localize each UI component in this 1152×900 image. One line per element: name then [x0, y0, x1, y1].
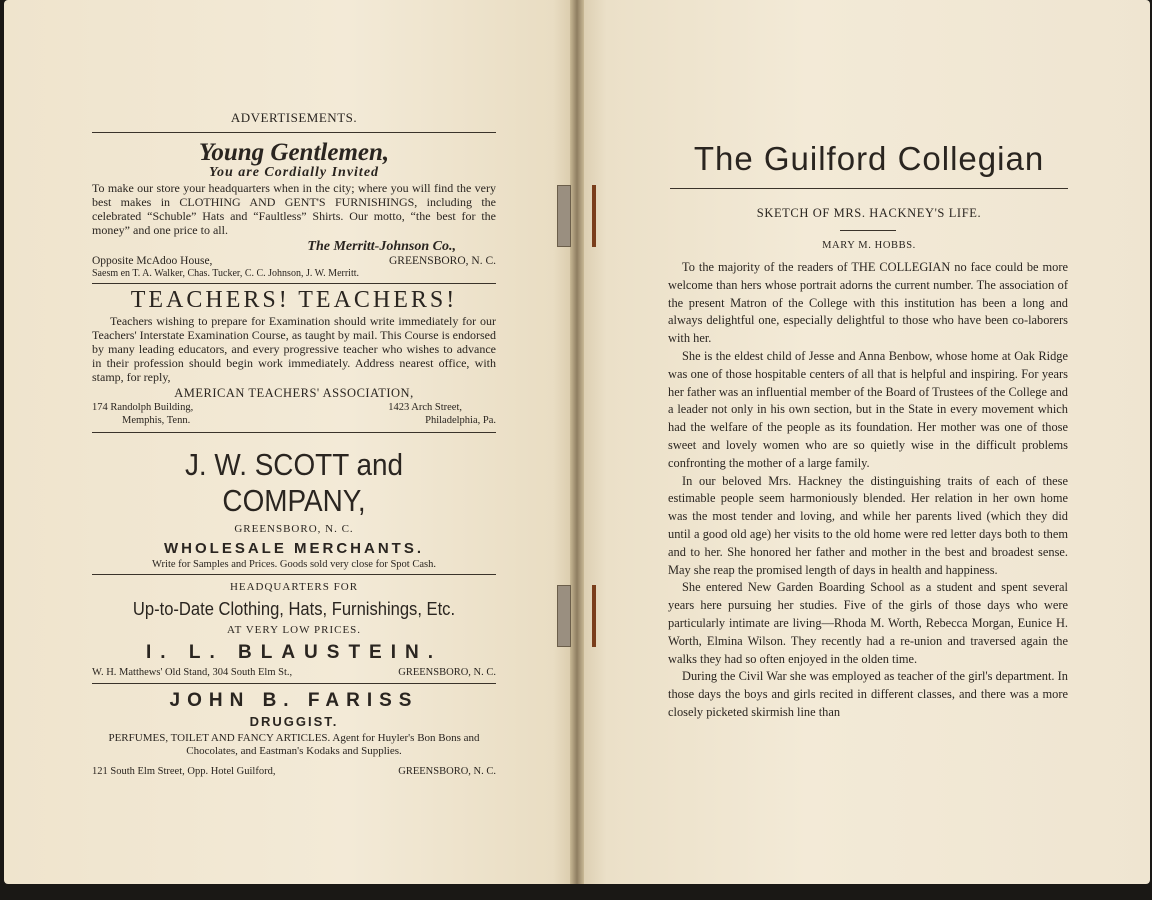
article-author: MARY M. HOBBS. [822, 240, 916, 251]
divider [92, 283, 496, 284]
ad-title: TEACHERS! TEACHERS! [130, 287, 458, 313]
rust-stain [592, 585, 596, 647]
divider [92, 574, 496, 575]
address-left: Memphis, Tenn. [122, 415, 191, 426]
article-body [668, 259, 1068, 722]
article-title: SKETCH OF MRS. HACKNEY'S LIFE. [756, 206, 982, 220]
book-gutter [570, 0, 584, 884]
paragraph: During the Civil War she was employed as teacher of the girl's department. In those days the boys and girls recited in different classes, and there was a more closely picketed skirmish line than [668, 669, 1068, 719]
ad-name: JOHN B. FARISS [169, 690, 419, 711]
masthead: The Guilford Collegian [693, 140, 1045, 177]
address-left: Opposite McAdoo House, [92, 255, 213, 267]
ad-prices: AT VERY LOW PRICES. [226, 624, 362, 636]
rust-stain [592, 185, 596, 247]
title-divider [840, 230, 896, 231]
ad-teachers [92, 287, 496, 427]
ad-body: Teachers wishing to prepare for Examination should write immediately for our Teachers' Interstate Examination Course, as taught by mail. This Course is endorsed by many leading educators, and every progressive teacher who wishes to advance in their profession should begin work immediately. Address nearest office, with stamp, for reply, [92, 314, 496, 384]
staple-icon [557, 585, 571, 647]
address-left: 174 Randolph Building, [92, 402, 194, 413]
ad-name: I. L. BLAUSTEIN. [146, 642, 442, 663]
ad-note: Write for Samples and Prices. Goods sold very close for Spot Cash. [152, 559, 436, 570]
address-right: GREENSBORO, N. C. [398, 766, 496, 777]
address-right: Philadelphia, Pa. [425, 415, 496, 426]
ad-address [92, 765, 496, 778]
ad-headline: HEADQUARTERS FOR [229, 581, 359, 593]
ad-address [92, 666, 496, 679]
divider [92, 132, 496, 133]
paragraph: She entered New Garden Boarding School as a student and spent several years here pursuing her studies. Five of the girls of those days who were particularly intimate are living—Rhoda M. Worth, Rebecca Morgan, Eunice H. Worth, Elmina Wilson. They recently had a re-union and traversed again the walks they had so often enjoyed in the olden time. [668, 580, 1068, 666]
ad-title: Young Gentlemen, [198, 139, 390, 166]
ad-salesmen: Saesm en T. A. Walker, Chas. Tucker, C. C. Johnson, J. W. Merritt. [92, 268, 360, 279]
ad-fariss [92, 690, 496, 778]
divider [92, 432, 496, 433]
paragraph: In our beloved Mrs. Hackney the distinguishing traits of each of these estimable people seem harmoniously blended. Her relation in her own home was the most tender and loving, and while her parents lived (which they did until a good old age) her visits to the old home were red letter days both to them and to her. She honored her father and mother in the best and broadest sense. May she reap the promised length of days in health and happiness. [668, 473, 1068, 577]
address-right: GREENSBORO, N. C. [398, 667, 496, 678]
advertisements-section [92, 110, 496, 778]
address-left: W. H. Matthews' Old Stand, 304 South Elm St., [92, 667, 293, 678]
ad-title: J. W. SCOTT and COMPANY, [184, 447, 404, 518]
ad-subtitle: You are Cordially Invited [208, 165, 380, 180]
divider [92, 683, 496, 684]
ad-association: AMERICAN TEACHERS' ASSOCIATION, [174, 386, 414, 400]
ad-body: PERFUMES, TOILET AND FANCY ARTICLES. Agent for Huyler's Bon Bons and Chocolates, and Eastman's Kodaks and Supplies. [108, 732, 480, 757]
address-right: 1423 Arch Street, [388, 402, 462, 413]
ad-merritt-johnson [92, 139, 496, 280]
ad-address [92, 255, 496, 268]
staple-icon [557, 185, 571, 247]
ad-scott [92, 447, 496, 570]
address-right: GREENSBORO, N. C. [388, 255, 496, 267]
paragraph: She is the eldest child of Jesse and Anna Benbow, whose home at Oak Ridge was one of those hospitable centers of all that is helpful and inspiring. For years her father was an influential member of the Board of Trustees of the College and a leader not only in his own section, but in the State in every movement which had the welfare of the people as its foundation. Her mother was one of those sweet and lovely women who are so quietly wise in the difficult problems confronting the mother of a large family. [668, 348, 1068, 470]
ad-goods: Up-to-Date Clothing, Hats, Furnishings, Etc. [132, 599, 456, 619]
ad-company: The Merritt-Johnson Co., [307, 239, 456, 254]
masthead-rule [670, 188, 1068, 189]
ad-body: To make our store your headquarters when in the city; where you will find the very best makes in CLOTHING AND GENT'S FURNISHINGS, including the celebrated “Schuble” Hats and “Faultless” Shirts. Our motto, “the best for the money” and one price to all. [92, 181, 496, 237]
ad-blaustein [92, 581, 496, 679]
ad-trade: DRUGGIST. [249, 714, 339, 729]
ad-merchants: WHOLESALE MERCHANTS. [164, 540, 424, 557]
ad-address-row [92, 401, 496, 414]
ad-address-row [92, 414, 496, 427]
ads-heading: ADVERTISEMENTS. [230, 110, 358, 125]
address-left: 121 South Elm Street, Opp. Hotel Guilford, [92, 766, 276, 777]
paragraph: To the majority of the readers of THE COLLEGIAN no face could be more welcome than hers whose portrait adorns the current number. The association of the present Matron of the College with this institution has been a long and always delightful one, especially delightful to those who have been co-laborers with her. [668, 260, 1068, 346]
ad-city: GREENSBORO, N. C. [234, 523, 354, 535]
